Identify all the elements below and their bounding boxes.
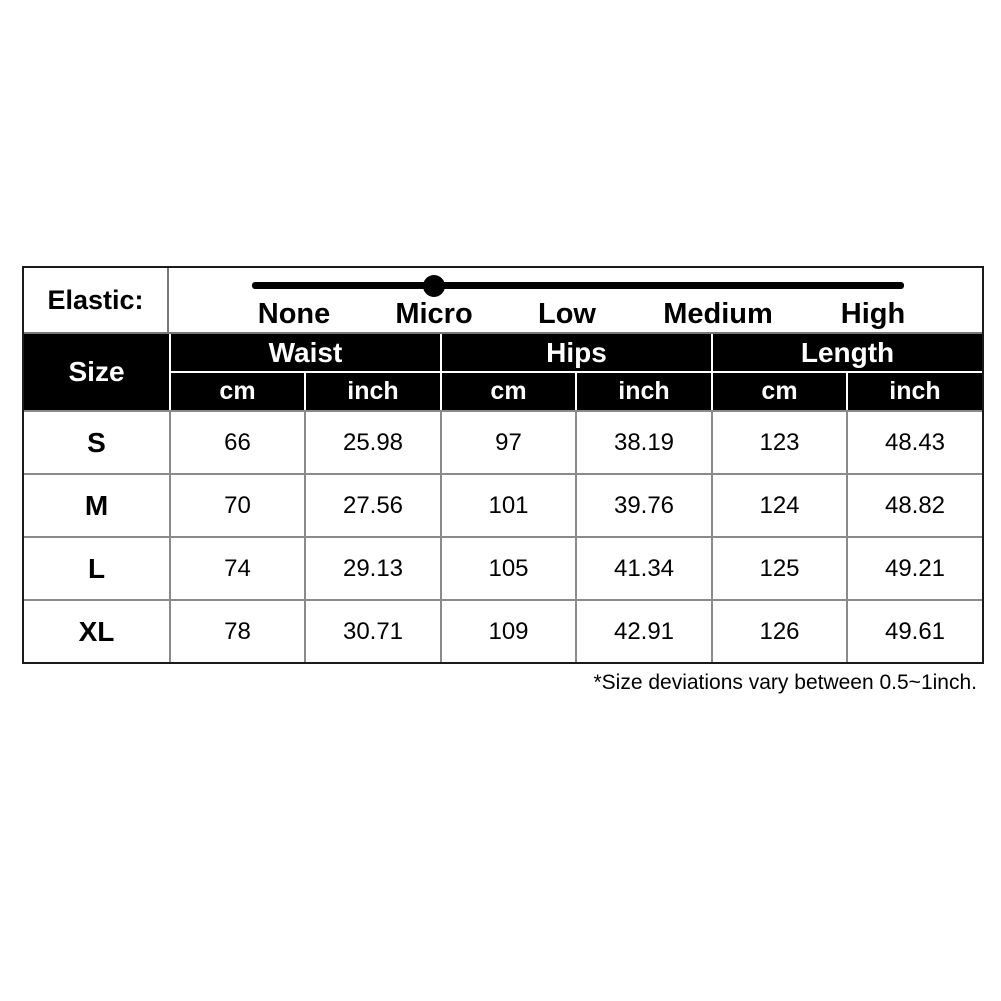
length-inch-cell: 49.21	[846, 538, 982, 599]
length-inch-cell: 48.82	[846, 475, 982, 536]
waist-cm-header: cm	[169, 371, 304, 410]
table-row	[24, 599, 982, 662]
length-inch-cell: 49.61	[846, 601, 982, 662]
table-row	[24, 536, 982, 599]
table-header	[24, 334, 982, 410]
waist-inch-cell: 25.98	[304, 412, 440, 473]
waist-cm-cell: 78	[169, 601, 304, 662]
elastic-level-micro: Micro	[395, 298, 473, 330]
hips-group-header: Hips	[440, 334, 711, 371]
waist-inch-cell: 30.71	[304, 601, 440, 662]
elastic-level-none: None	[257, 298, 331, 330]
elastic-level-medium: Medium	[663, 298, 773, 330]
size-cell: XL	[78, 615, 115, 647]
elastic-scale-track	[252, 282, 904, 289]
elastic-row	[24, 268, 982, 334]
hips-inch-cell: 38.19	[575, 412, 711, 473]
hips-cm-cell: 97	[440, 412, 575, 473]
table-row	[24, 410, 982, 473]
length-inch-header: inch	[846, 371, 982, 410]
size-cell: S	[87, 426, 106, 458]
waist-cm-cell: 66	[169, 412, 304, 473]
hips-cm-cell: 105	[440, 538, 575, 599]
size-deviation-note: *Size deviations vary between 0.5~1inch.	[593, 671, 977, 694]
length-inch-cell: 48.43	[846, 412, 982, 473]
hips-cm-cell: 109	[440, 601, 575, 662]
hips-cm-header: cm	[440, 371, 575, 410]
waist-inch-cell: 29.13	[304, 538, 440, 599]
size-column-header: Size	[68, 356, 125, 387]
waist-cm-cell: 74	[169, 538, 304, 599]
length-cm-cell: 125	[711, 538, 846, 599]
waist-inch-header: inch	[304, 371, 440, 410]
elastic-indicator-dot	[423, 275, 445, 297]
waist-inch-cell: 27.56	[304, 475, 440, 536]
length-cm-header: cm	[711, 371, 846, 410]
elastic-level-low: Low	[538, 298, 596, 330]
hips-inch-cell: 41.34	[575, 538, 711, 599]
length-cm-cell: 124	[711, 475, 846, 536]
length-group-header: Length	[711, 334, 982, 371]
waist-group-header: Waist	[169, 334, 440, 371]
hips-inch-cell: 39.76	[575, 475, 711, 536]
size-cell: M	[84, 489, 109, 521]
size-chart-table	[22, 266, 984, 664]
hips-cm-cell: 101	[440, 475, 575, 536]
elastic-level-high: High	[840, 298, 906, 330]
table-row	[24, 473, 982, 536]
hips-inch-cell: 42.91	[575, 601, 711, 662]
hips-inch-header: inch	[575, 371, 711, 410]
length-cm-cell: 126	[711, 601, 846, 662]
length-cm-cell: 123	[711, 412, 846, 473]
waist-cm-cell: 70	[169, 475, 304, 536]
size-cell: L	[87, 552, 106, 584]
elastic-label: Elastic:	[24, 268, 169, 332]
